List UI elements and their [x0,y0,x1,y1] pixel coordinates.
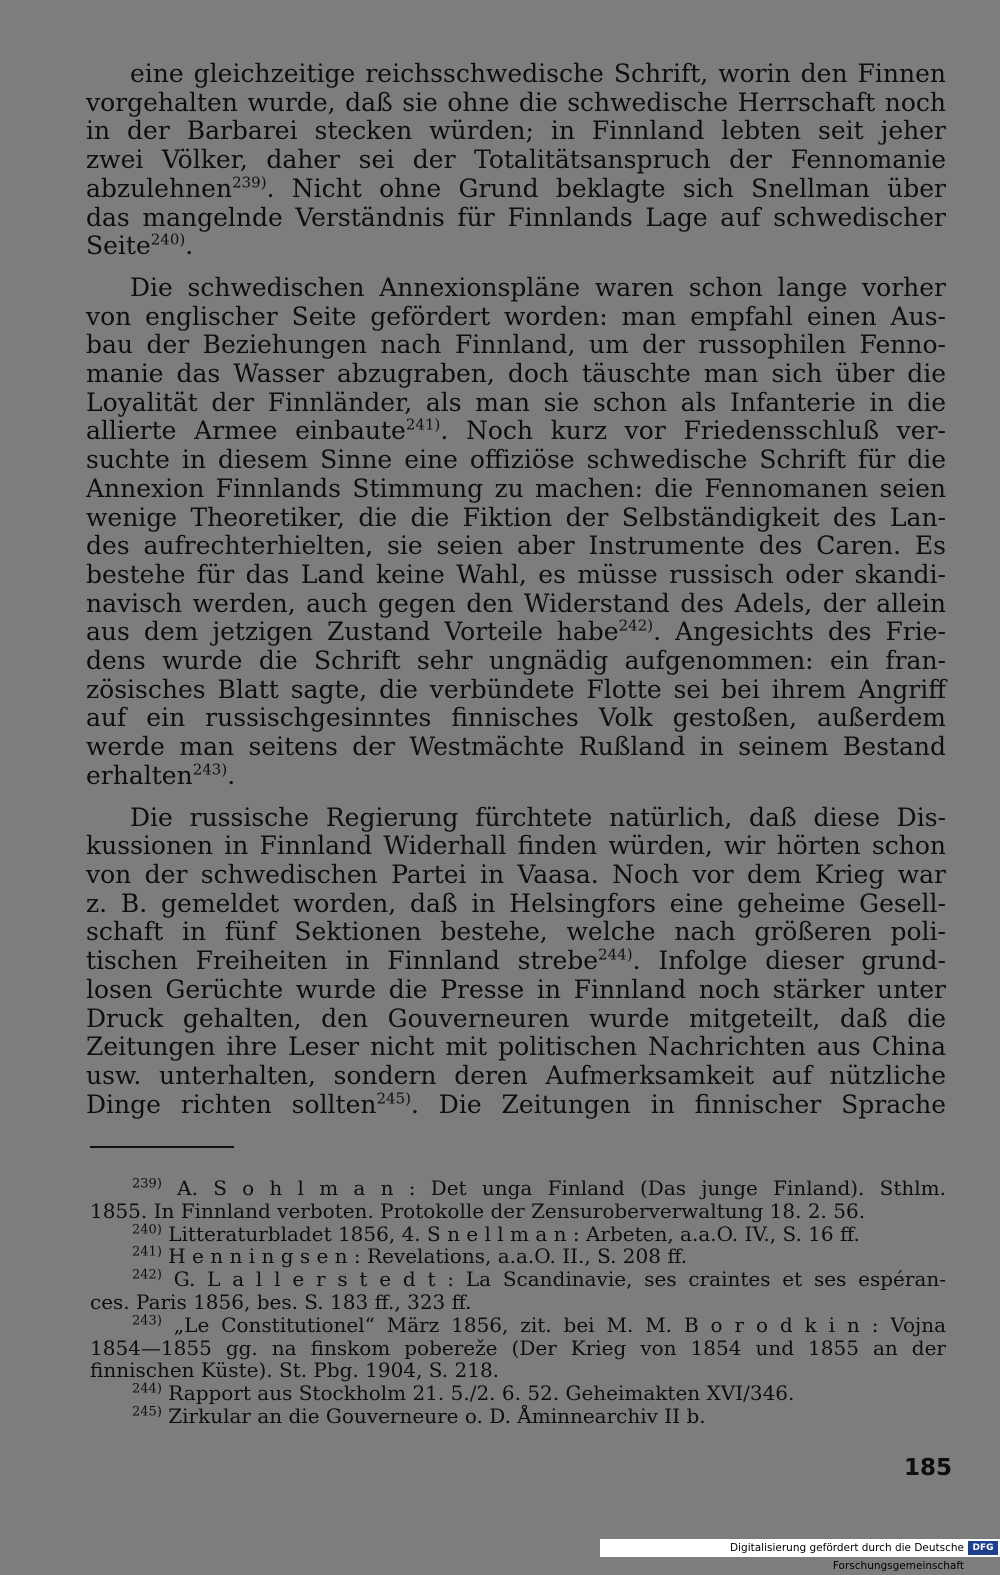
text-run: . Infolge dieser grund- [632,946,946,976]
footnote-line [90,1200,946,1223]
text-line [86,532,946,561]
footnote-marker: 239) [132,1176,162,1192]
text-run: abzulehnen [86,173,233,203]
text-run: des aufrechterhielten, sie seien aber Instrumente des Caren. Es [86,531,946,561]
text-line [86,976,946,1005]
text-line [86,561,946,590]
text-run: bau der Beziehungen nach Finnland, um der russophilen Fenno- [86,330,946,360]
text-run: werde man seitens der Westmächte Rußland in seinem Bestand [86,732,946,762]
text-line [86,204,946,233]
text-line [86,1091,946,1120]
footnote-line [90,1245,946,1268]
text-line [86,861,946,890]
text-run: Loyalität der Finnländer, als man sie schon als Infanterie in die [86,387,946,417]
text-line [86,360,946,389]
text-run: tischen Freiheiten in Finnland strebe [86,946,599,976]
footnote-text: H e n n i n g s e n : Revelations, a.a.O. II., S. 208 ff. [168,1244,688,1269]
footnote-text: G. L a l l e r s t e d t : La Scandinavie, ses craintes et ses espéran- [173,1267,947,1292]
text-line [86,890,946,919]
footnote [90,1177,946,1223]
text-line [86,676,946,705]
credit-text: Digitalisierung gefördert durch die Deutsche Forschungsgemeinschaft [730,1542,964,1572]
text-run: bestehe für das Land keine Wahl, es müsse russisch oder skandi- [86,559,946,589]
text-run: suchte in diesem Sinne eine offiziöse schwedische Schrift für die [86,445,946,475]
footnote-marker: 244) [132,1381,162,1397]
footnote-text: Zirkular an die Gouverneure o. D. Åminnearchiv II b. [168,1403,706,1428]
text-run: das mangelnde Verständnis für Finnlands Lage auf schwedischer [86,202,946,232]
footnotes [90,1177,946,1428]
text-run: kussionen in Finnland Widerhall finden würden, wir hörten schon [86,831,946,861]
footnote-text: Rapport aus Stockholm 21. 5./2. 6. 52. Geheimakten XVI/346. [168,1381,795,1406]
text-run: . Angesichts des Frie- [653,617,946,647]
text-line [86,647,946,676]
text-run: . [227,760,236,790]
text-run: zwei Völker, daher sei der Totalitätsanspruch der Fennomanie [86,145,946,175]
text-run: Seite [86,231,151,261]
footnote-line [90,1382,946,1405]
text-line [86,232,946,261]
text-line [86,1062,946,1091]
footnote [90,1245,946,1268]
footnote-reference[interactable]: 239) [232,173,267,192]
text-run: schaft in fünf Sektionen bestehe, welche nach größeren poli- [86,917,946,947]
text-run: aus dem jetzigen Zustand Vorteile habe [86,617,619,647]
footnote-marker: 241) [132,1244,162,1260]
text-line [86,446,946,475]
text-run: . Die Zeitungen in finnischer Sprache [410,1089,946,1119]
text-run: eine gleichzeitige reichsschwedische Schrift, worin den Finnen [130,59,946,88]
text-line [86,60,946,89]
paragraph [86,804,946,1120]
footnote-text: 1855. In Finnland verboten. Protokolle der Zensuroberverwaltung 18. 2. 56. [90,1198,866,1223]
text-run: Annexion Finnlands Stimmung zu machen: die Fennomanen seien [86,473,946,503]
text-run: Dinge richten sollten [86,1089,377,1119]
text-line [86,704,946,733]
footnote-reference[interactable]: 240) [150,230,186,249]
footnote-line [90,1359,946,1382]
text-run: in der Barbarei stecken würden; in Finnland lebten seit jeher [86,116,946,146]
paragraph [86,60,946,261]
text-run: wenige Theoretiker, die die Fiktion der Selbständigkeit des Lan- [86,502,946,532]
text-run: Druck gehalten, den Gouverneuren wurde mitgeteilt, daß die [86,1003,946,1033]
text-line [86,274,946,303]
text-run: . Nicht ohne Grund beklagte sich Snellman über [266,173,946,203]
text-run: erhalten [86,760,193,790]
text-line [86,832,946,861]
footnote-text: 1854—1855 gg. na finskom pobereže (Der Krieg von 1854 und 1855 an der [90,1335,946,1360]
text-line [86,590,946,619]
text-run: . Noch kurz vor Friedensschluß ver- [440,416,946,446]
footnote-text: Litteraturbladet 1856, 4. S n e l l m a n : Arbeten, a.a.O. IV., S. 16 ff. [168,1221,860,1246]
text-run: von englischer Seite gefördert worden: man empfahl einen Aus- [86,301,946,331]
footnote-line [90,1337,946,1360]
text-run: losen Gerüchte wurde die Presse in Finnland noch stärker unter [86,974,946,1004]
main-text [86,60,946,1132]
text-run: Zeitungen ihre Leser nicht mit politischen Nachrichten aus China [86,1032,946,1062]
footnote [90,1382,946,1405]
text-line [86,303,946,332]
footnote-text: ces. Paris 1856, bes. S. 183 ff., 323 ff. [90,1289,472,1314]
text-line [86,417,946,446]
text-line [86,733,946,762]
dfg-logo-icon: DFG [968,1541,998,1555]
footnote-text: A. S o h l m a n : Det unga Finland (Das junge Finland). Sthlm. [177,1176,946,1200]
text-run: Die schwedischen Annexionspläne waren schon lange vorher [130,272,946,302]
text-run: . [185,231,194,261]
text-line [86,804,946,833]
footnote-line [90,1177,946,1200]
text-run: allierte Armee einbaute [86,416,406,446]
text-line [86,947,946,976]
text-line [86,475,946,504]
text-line [86,504,946,533]
text-line [86,1005,946,1034]
text-line [86,762,946,791]
footnote-marker: 245) [132,1404,162,1420]
text-line [86,117,946,146]
footnote-marker: 240) [132,1221,162,1237]
footnote-reference[interactable]: 244) [598,945,633,964]
footnote-line [90,1223,946,1246]
text-run: dens wurde die Schrift sehr ungnädig aufgenommen: ein fran- [86,646,946,676]
footnote-marker: 243) [132,1313,162,1329]
text-run: von der schwedischen Partei in Vaasa. Noch vor dem Krieg war [86,859,946,889]
footnote-reference[interactable]: 243) [192,760,228,779]
text-line [86,146,946,175]
footnote-reference[interactable]: 242) [618,617,654,636]
text-run: vorgehalten wurde, daß sie ohne die schwedische Herrschaft noch [86,87,946,117]
footnote-reference[interactable]: 245) [376,1089,411,1108]
text-run: z. B. gemeldet worden, daß in Helsingfors eine geheime Gesell- [86,888,946,918]
footnote-line [90,1268,946,1291]
text-run: navisch werden, auch gegen den Widerstand des Adels, der allein [86,588,946,618]
digitization-credit [600,1539,1000,1572]
text-line [86,618,946,647]
footnote-line [90,1291,946,1314]
footnote-reference[interactable]: 241) [405,416,441,435]
footnote [90,1268,946,1314]
footnote-marker: 242) [132,1267,162,1283]
text-run: Die russische Regierung fürchtete natürlich, daß diese Dis- [130,802,946,832]
text-line [86,1033,946,1062]
text-run: usw. unterhalten, sondern deren Aufmerksamkeit auf nützliche [86,1060,946,1090]
footnote-separator [90,1146,234,1148]
footnote-text: „Le Constitutionel“ März 1856, zit. bei M. M. B o r o d k i n : Vojna [173,1312,946,1337]
text-run: manie das Wasser abzugraben, doch täuschte man sich über die [86,359,946,389]
footnote [90,1405,946,1428]
footnote-text: finnischen Küste). St. Pbg. 1904, S. 218. [90,1358,500,1383]
footnote [90,1314,946,1382]
footnote [90,1223,946,1246]
text-line [86,175,946,204]
footnote-line [90,1405,946,1428]
text-run: auf ein russischgesinntes finnisches Volk gestoßen, außerdem [86,703,946,733]
text-line [86,331,946,360]
text-run: zösisches Blatt sagte, die verbündete Flotte sei bei ihrem Angriff [86,674,946,704]
paragraph [86,274,946,791]
page-number: 185 [904,1455,953,1481]
text-line [86,918,946,947]
text-line [86,89,946,118]
footnote-line [90,1314,946,1337]
text-line [86,389,946,418]
